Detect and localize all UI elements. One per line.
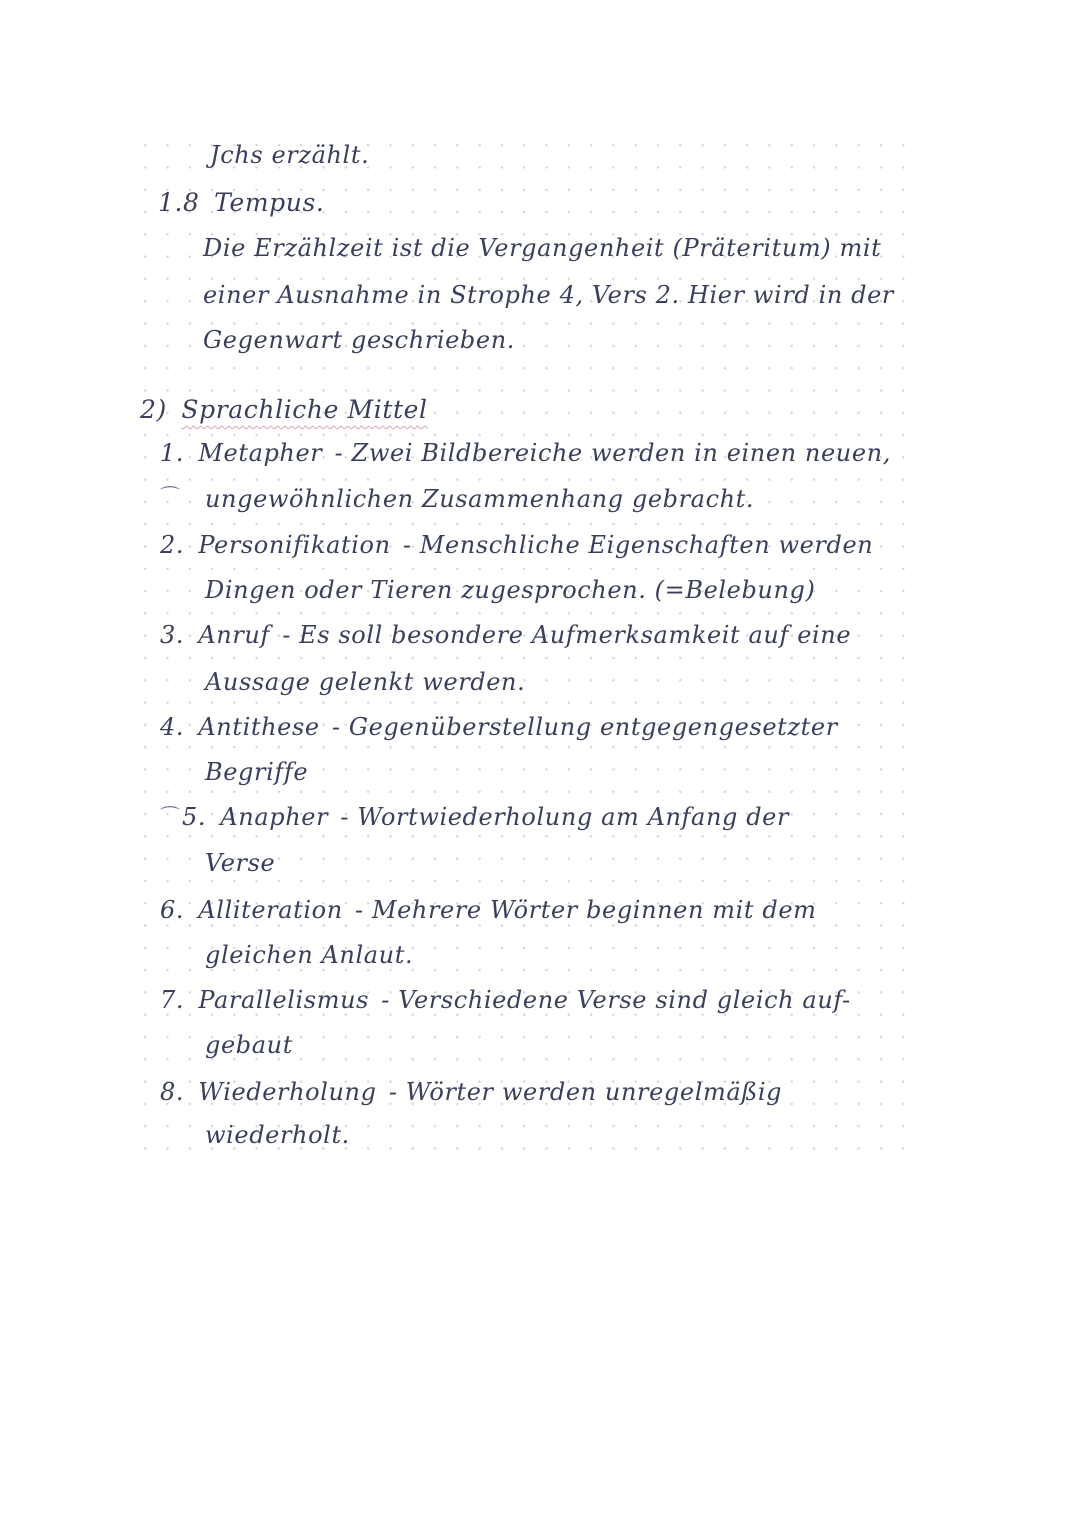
section-title: Tempus. <box>214 188 325 217</box>
note-line <box>203 328 515 352</box>
list-item-parallelismus <box>160 988 851 1012</box>
list-item-anapher <box>182 805 789 829</box>
item-number: 8. <box>160 1078 185 1106</box>
note-line <box>203 236 881 260</box>
section-number: 2) <box>140 395 167 424</box>
note-line <box>205 487 754 511</box>
item-term: Wiederholung <box>198 1078 377 1106</box>
section-heading-tempus <box>158 190 324 215</box>
line-text: Aussage gelenkt werden. <box>205 668 526 696</box>
line-text: Verse <box>205 849 276 877</box>
line-text: Jchs erzählt. <box>210 141 370 169</box>
note-line <box>205 578 815 602</box>
line-text: gebaut <box>205 1031 293 1059</box>
section-number: 1.8 <box>158 188 200 217</box>
item-definition: - Verschiedene Verse sind gleich auf- <box>381 986 851 1014</box>
list-item-wiederholung <box>160 1080 782 1104</box>
note-line <box>205 1033 293 1057</box>
item-number: 6. <box>160 896 185 924</box>
list-item-anruf <box>160 623 851 647</box>
note-line <box>210 143 369 167</box>
note-line <box>205 760 308 784</box>
line-text: gleichen Anlaut. <box>205 941 414 969</box>
item-definition: - Wortwiederholung am Anfang der <box>340 803 790 831</box>
line-text: ungewöhnlichen Zusammenhang gebracht. <box>205 485 755 513</box>
item-number: 1. <box>160 439 185 467</box>
item-definition: - Es soll besondere Aufmerksamkeit auf eine <box>282 621 852 649</box>
list-item-metapher <box>160 441 891 465</box>
item-number: 4. <box>160 713 185 741</box>
list-item-antithese <box>160 715 838 739</box>
item-term: Personifikation <box>198 531 391 559</box>
note-line <box>203 283 894 307</box>
item-term: Anapher <box>220 803 329 831</box>
note-line <box>205 1123 350 1147</box>
note-line <box>205 670 525 694</box>
section-title: Sprachliche Mittel <box>181 395 428 424</box>
item-term: Parallelismus <box>198 986 370 1014</box>
section-heading-sprachliche-mittel <box>140 397 428 422</box>
item-number: 7. <box>160 986 185 1014</box>
list-item-alliteration <box>160 898 817 922</box>
item-term: Antithese <box>198 713 320 741</box>
item-number: 3. <box>160 621 185 649</box>
item-term: Anruf <box>198 621 270 649</box>
line-text: Begriffe <box>205 758 309 786</box>
item-definition: - Gegenüberstellung entgegengesetzter <box>331 713 838 741</box>
line-text: einer Ausnahme in Strophe 4, Vers 2. Hier wird in der <box>203 281 894 309</box>
item-definition: - Zwei Bildbereiche werden in einen neuen, <box>334 439 891 467</box>
line-text: Dingen oder Tieren zugesprochen. (=Belebung) <box>205 576 816 604</box>
item-definition: - Menschliche Eigenschaften werden <box>402 531 874 559</box>
item-number: 5. <box>182 803 207 831</box>
note-line <box>205 851 275 875</box>
line-text: Die Erzählzeit ist die Vergangenheit (Präteritum) mit <box>203 234 882 262</box>
line-text: wiederholt. <box>205 1121 350 1149</box>
item-term: Alliteration <box>198 896 343 924</box>
margin-mark: ⌒ <box>160 804 180 828</box>
item-number: 2. <box>160 531 185 559</box>
margin-mark: ⌒ <box>160 484 180 508</box>
item-term: Metapher <box>198 439 323 467</box>
note-line <box>205 943 413 967</box>
list-item-personifikation <box>160 533 873 557</box>
item-definition: - Mehrere Wörter beginnen mit dem <box>355 896 817 924</box>
line-text: Gegenwart geschrieben. <box>203 326 515 354</box>
item-definition: - Wörter werden unregelmäßig <box>388 1078 783 1106</box>
